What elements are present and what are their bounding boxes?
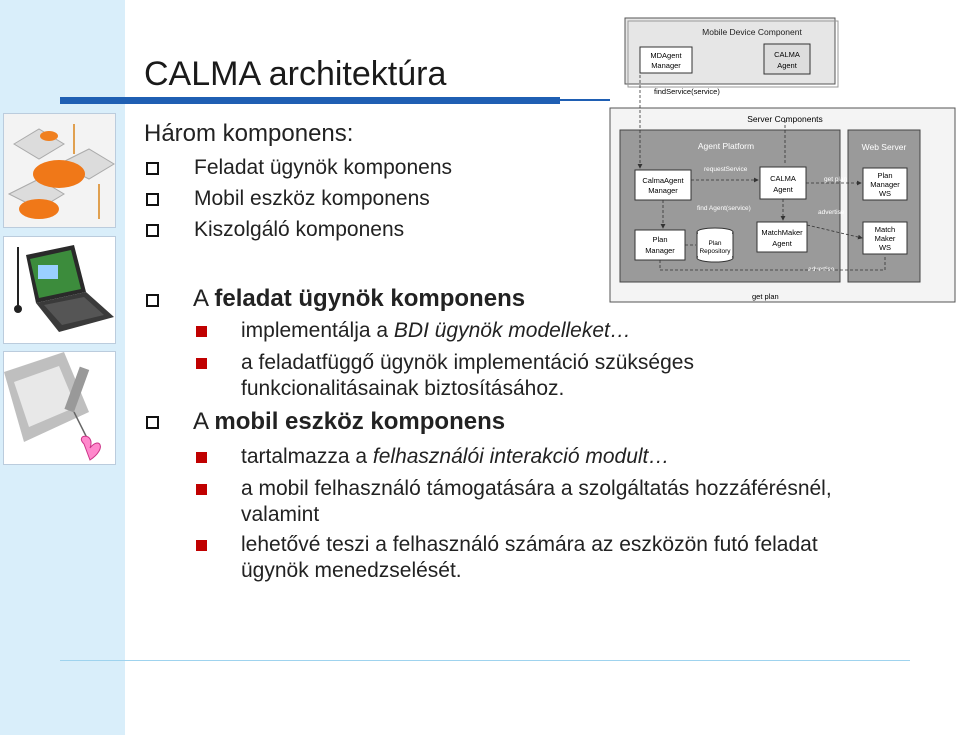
plan-manager-ws-label-3: WS <box>878 189 892 198</box>
section2-item-line2: ügynök menedzselését. <box>241 559 462 582</box>
web-server-title: Web Server <box>861 142 907 152</box>
item-italic-text: BDI ügynök modelleket… <box>393 319 631 342</box>
calma-agent-mid-label-2: Agent <box>773 185 793 194</box>
matchmaker-agent-label-1: MatchMaker <box>761 228 803 237</box>
calma-agent-mid-label-1: CALMA <box>770 174 796 183</box>
advertise-bottom-label: advertise <box>808 266 835 273</box>
mobile-component-title: Mobile Device Component <box>702 27 802 37</box>
plan-manager-label-2: Manager <box>645 246 675 255</box>
section2-item-line1: lehetővé teszi a felhasználó számára az eszközön futó feladat <box>241 533 818 556</box>
plan-repository-label-1: Plan <box>708 240 722 247</box>
hollow-bullet-icon <box>146 224 159 237</box>
hollow-bullet-icon <box>146 162 159 175</box>
get-plan-bottom-label: get plan <box>752 292 779 301</box>
red-square-bullet-icon <box>196 326 207 337</box>
phone-image <box>3 351 116 465</box>
red-square-bullet-icon <box>196 452 207 463</box>
matchmaker-ws-label-2: Maker <box>874 234 896 243</box>
request-service-label: requestService <box>704 166 748 173</box>
section1-heading-bold: feladat ügynök komponens <box>214 285 526 312</box>
intro-text: Három komponens: <box>144 120 354 147</box>
section2-prefix: A <box>193 408 215 435</box>
calma-agent-manager-label-2: Manager <box>648 186 678 195</box>
slide-title: CALMA architektúra <box>144 55 447 93</box>
mdagent-label-1: MDAgent <box>650 51 682 60</box>
hollow-bullet-icon <box>146 416 159 429</box>
title-underline <box>60 97 560 104</box>
section2-item <box>241 444 669 470</box>
calma-agent-top-label-1: CALMA <box>774 50 800 59</box>
section1-item-line1: a feladatfüggő ügynök implementáció szükséges <box>241 351 694 374</box>
plan-repository-label-2: Repository <box>699 248 731 255</box>
section2-item-line1: a mobil felhasználó támogatására a szolgáltatás hozzáférésnél, <box>241 477 832 500</box>
footer-divider <box>60 660 910 661</box>
section2-item-line2: valamint <box>241 503 320 526</box>
component-item: Feladat ügynök komponens <box>194 156 452 179</box>
component-item: Kiszolgáló komponens <box>194 218 405 241</box>
section1-heading <box>193 285 525 313</box>
item-plain-text: implementálja a <box>241 319 394 342</box>
find-agent-label: find Agent(service) <box>697 205 751 212</box>
section2-heading-bold: mobil eszköz komponens <box>214 408 506 435</box>
matchmaker-agent-label-2: Agent <box>772 239 792 248</box>
agent-platform-title: Agent Platform <box>697 141 755 151</box>
server-components-title: Server Components <box>747 114 823 124</box>
web-server-box <box>848 130 920 282</box>
section1-item-line2: funkcionalitásainak biztosításához. <box>241 377 565 400</box>
plan-manager-ws-label-1: Plan <box>877 171 893 180</box>
item-italic-text: felhasználói interakció modult… <box>372 445 670 468</box>
find-service-label: findService(service) <box>654 87 720 96</box>
section1-item <box>241 318 631 344</box>
hollow-bullet-icon <box>146 193 159 206</box>
calma-agent-top-label-2: Agent <box>777 61 797 70</box>
section1-prefix: A <box>193 285 215 312</box>
mdagent-label-2: Manager <box>651 61 681 70</box>
matchmaker-ws-label-1: Match <box>874 225 896 234</box>
laptop-image <box>3 236 116 344</box>
matchmaker-ws-label-3: WS <box>878 243 892 252</box>
section2-heading <box>193 408 505 436</box>
red-square-bullet-icon <box>196 358 207 369</box>
red-square-bullet-icon <box>196 484 207 495</box>
plan-manager-label-1: Plan <box>652 235 668 244</box>
item-plain-text: tartalmazza a <box>241 445 373 468</box>
plan-manager-ws-label-2: Manager <box>870 180 900 189</box>
architecture-diagram <box>600 10 959 310</box>
network-graphic-image <box>3 113 116 228</box>
get-plan-right-label: get plan <box>824 176 848 183</box>
red-square-bullet-icon <box>196 540 207 551</box>
calma-agent-mid-box <box>760 167 806 199</box>
advertise-right-label: advertise <box>818 209 845 216</box>
hollow-bullet-icon <box>146 294 159 307</box>
calma-agent-manager-box <box>635 170 691 200</box>
calma-agent-manager-label-1: CalmaAgent <box>642 176 684 185</box>
component-item: Mobil eszköz komponens <box>194 187 430 210</box>
